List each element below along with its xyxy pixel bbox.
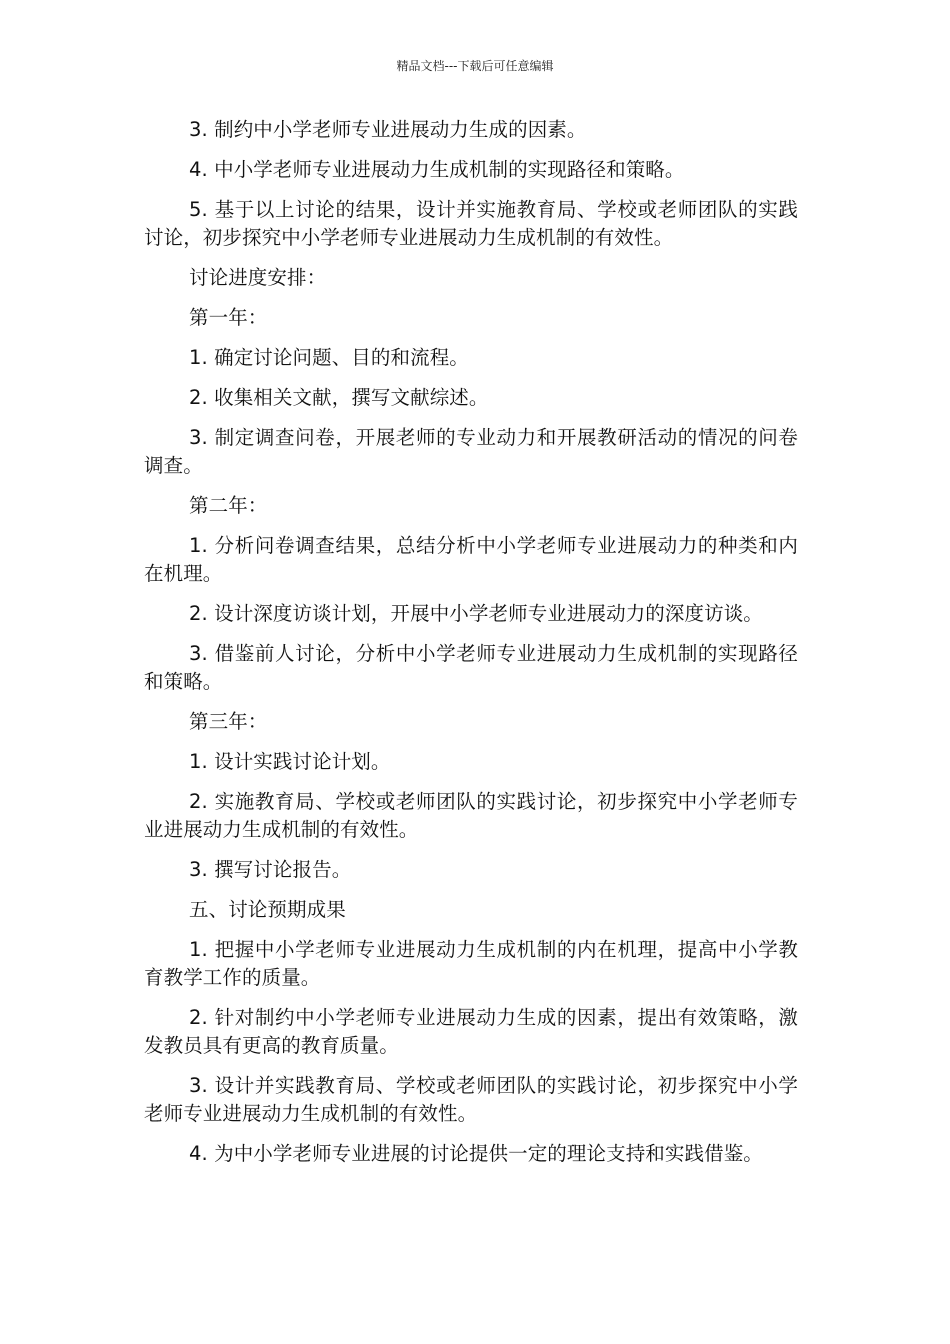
paragraph: 1. 把握中小学老师专业进展动力生成机制的内在机理，提高中小学教育教学工作的质量。: [144, 938, 798, 989]
paragraph: 3. 制约中小学老师专业进展动力生成的因素。: [189, 118, 587, 141]
section-label: 讨论进度安排：: [189, 266, 327, 289]
year-heading: 第三年：: [189, 710, 268, 733]
paragraph: 1. 设计实践讨论计划。: [189, 750, 391, 773]
section-heading: 五、讨论预期成果: [189, 898, 346, 921]
paragraph: 3. 设计并实践教育局、学校或老师团队的实践讨论，初步探究中小学老师专业进展动力生成机制的有效性。: [144, 1074, 798, 1125]
paragraph: 2. 实施教育局、学校或老师团队的实践讨论，初步探究中小学老师专业进展动力生成机制的有效性。: [144, 790, 798, 841]
document-body: [144, 116, 798, 1180]
paragraph: 4. 为中小学老师专业进展的讨论提供一定的理论支持和实践借鉴。: [189, 1142, 763, 1165]
paragraph: 5. 基于以上讨论的结果，设计并实施教育局、学校或老师团队的实践讨论，初步探究中小学老师专业进展动力生成机制的有效性。: [144, 198, 798, 249]
paragraph: 1. 确定讨论问题、目的和流程。: [189, 346, 469, 369]
page-header: 精品文档---下载后可任意编辑: [396, 59, 554, 73]
paragraph: 3. 撰写讨论报告。: [189, 858, 352, 881]
paragraph: 2. 针对制约中小学老师专业进展动力生成的因素，提出有效策略，激发教员具有更高的教育质量。: [144, 1006, 798, 1057]
year-heading: 第二年：: [189, 494, 268, 517]
paragraph: 3. 借鉴前人讨论，分析中小学老师专业进展动力生成机制的实现路径和策略。: [144, 642, 798, 693]
paragraph: 3. 制定调查问卷，开展老师的专业动力和开展教研活动的情况的问卷调查。: [144, 426, 798, 477]
paragraph: 2. 设计深度访谈计划，开展中小学老师专业进展动力的深度访谈。: [189, 602, 763, 625]
paragraph: 1. 分析问卷调查结果，总结分析中小学老师专业进展动力的种类和内在机理。: [144, 534, 798, 585]
paragraph: 4. 中小学老师专业进展动力生成机制的实现路径和策略。: [189, 158, 685, 181]
year-heading: 第一年：: [189, 306, 268, 329]
paragraph: 2. 收集相关文献，撰写文献综述。: [189, 386, 489, 409]
